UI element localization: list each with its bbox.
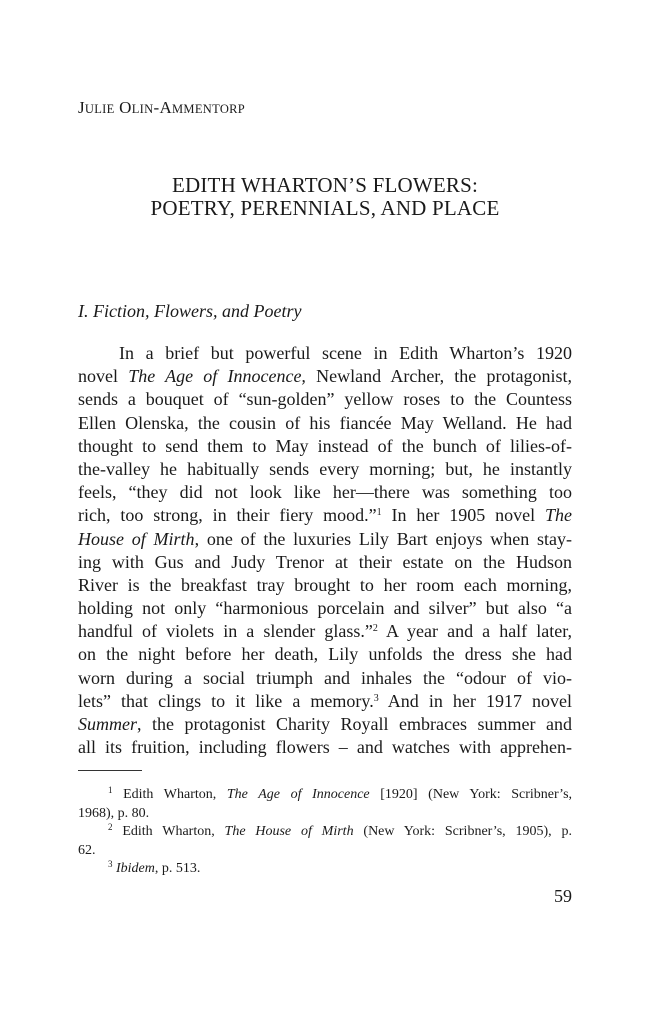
body-line: rich, too strong, in their fiery mood.”$^1$ In her 1905 novel The — [78, 505, 572, 526]
author-surname-hyphen: - — [153, 98, 160, 117]
footnotes — [78, 786, 572, 879]
footnote-separator — [78, 770, 142, 771]
footnote-1: $^1$ Edith Wharton, The Age of Innocence [1920] (New York: Scribner’s, — [108, 785, 573, 802]
running-head-author — [78, 98, 245, 118]
body-line: novel The Age of Innocence, Newland Archer, the protagonist, — [78, 366, 572, 387]
body-line: ing with Gus and Judy Trenor at their estate on the Hudson — [78, 551, 572, 572]
author-initial: J — [78, 98, 85, 117]
body-line: handful of violets in a slender glass.”$^2$ A year and a half later, — [78, 621, 573, 642]
body-line: on the night before her death, Lily unfolds the dress she had — [78, 644, 572, 665]
footnote-3: $^3$ Ibidem, p. 513. — [108, 859, 201, 876]
footnote-2-continued: 62. — [78, 842, 96, 858]
book-title: Summer — [78, 714, 137, 734]
book-title: House of Mirth — [78, 528, 195, 549]
footnote-ref: 1 — [376, 507, 382, 519]
body-line: thought to send them to May instead of the bunch of lilies-of- — [78, 435, 572, 456]
footnote-ref: 3 — [373, 692, 379, 704]
footnote-2: $^2$ Edith Wharton, The House of Mirth (New York: Scribner’s, 1905), p. — [108, 822, 572, 839]
body-line: the-valley he habitually sends every morning; but, he instantly — [78, 458, 572, 479]
body-line: Ellen Olenska, the cousin of his fiancée May Welland. He had — [78, 412, 572, 433]
author-first-name-smallcaps: ULIE — [84, 102, 115, 116]
body-line: feels, “they did not look like her—there was something too — [78, 482, 572, 503]
body-line: River is the breakfast tray brought to her room each morning, — [78, 574, 572, 595]
body-line: Summer, the protagonist Charity Royall embraces summer and — [78, 714, 572, 734]
body-text — [78, 342, 572, 759]
body-line: House of Mirth, one of the luxuries Lily Bart enjoys when stay- — [78, 528, 572, 549]
footnote-ref: 2 — [372, 623, 378, 635]
author-surname-part1: LIN — [131, 102, 154, 116]
body-line: In a brief but powerful scene in Edith Wharton’s 1920 — [119, 343, 572, 363]
book-title: The — [545, 505, 572, 526]
chapter-title-line-1: EDITH WHARTON’S FLOWERS: — [171, 173, 479, 197]
book-title: The Age of Innocence, — [128, 366, 306, 387]
author-surname-initial: O — [119, 98, 132, 117]
author-surname-part2: MMENTORP — [172, 102, 246, 116]
section-heading: I. Fiction, Flowers, and Poetry — [78, 301, 302, 321]
body-line: holding not only “harmonious porcelain and silver” but also “a — [78, 598, 572, 619]
body-line: lets” that clings to it like a memory.$^3$ And in her 1917 novel — [78, 690, 572, 711]
chapter-title-line-2: POETRY, PERENNIALS, AND PLACE — [150, 196, 500, 220]
body-line: all its fruition, including flowers – and watches with apprehen- — [78, 737, 572, 758]
footnote-1-continued: 1968), p. 80. — [78, 805, 150, 821]
page-number: 59 — [554, 886, 572, 906]
author-surname-part2-initial: A — [159, 98, 173, 117]
body-line: sends a bouquet of “sun-golden” yellow roses to the Countess — [78, 389, 572, 410]
body-line: worn during a social triumph and inhales the “odour of vio- — [78, 667, 572, 688]
